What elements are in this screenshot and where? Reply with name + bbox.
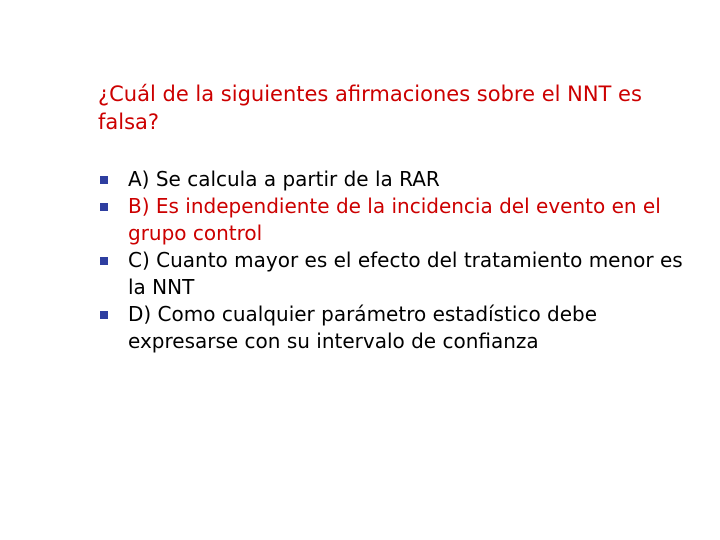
option-b xyxy=(98,193,698,247)
square-bullet-icon xyxy=(100,203,108,211)
option-a-text: A) Se calcula a partir de la RAR xyxy=(128,167,440,191)
option-a xyxy=(98,166,698,193)
question-text: ¿Cuál de la siguientes afirmaciones sobre el NNT es falsa? xyxy=(98,82,642,134)
square-bullet-icon xyxy=(100,257,108,265)
option-c xyxy=(98,247,698,301)
option-d-text: D) Como cualquier parámetro estadístico debe expresarse con su intervalo de confianza xyxy=(128,302,598,353)
option-c-text: C) Cuanto mayor es el efecto del tratamiento menor es la NNT xyxy=(128,248,683,299)
option-d xyxy=(98,301,698,355)
answer-options-list xyxy=(98,166,698,355)
square-bullet-icon xyxy=(100,311,108,319)
option-b-text: B) Es independiente de la incidencia del evento en el grupo control xyxy=(128,194,661,245)
square-bullet-icon xyxy=(100,176,108,184)
